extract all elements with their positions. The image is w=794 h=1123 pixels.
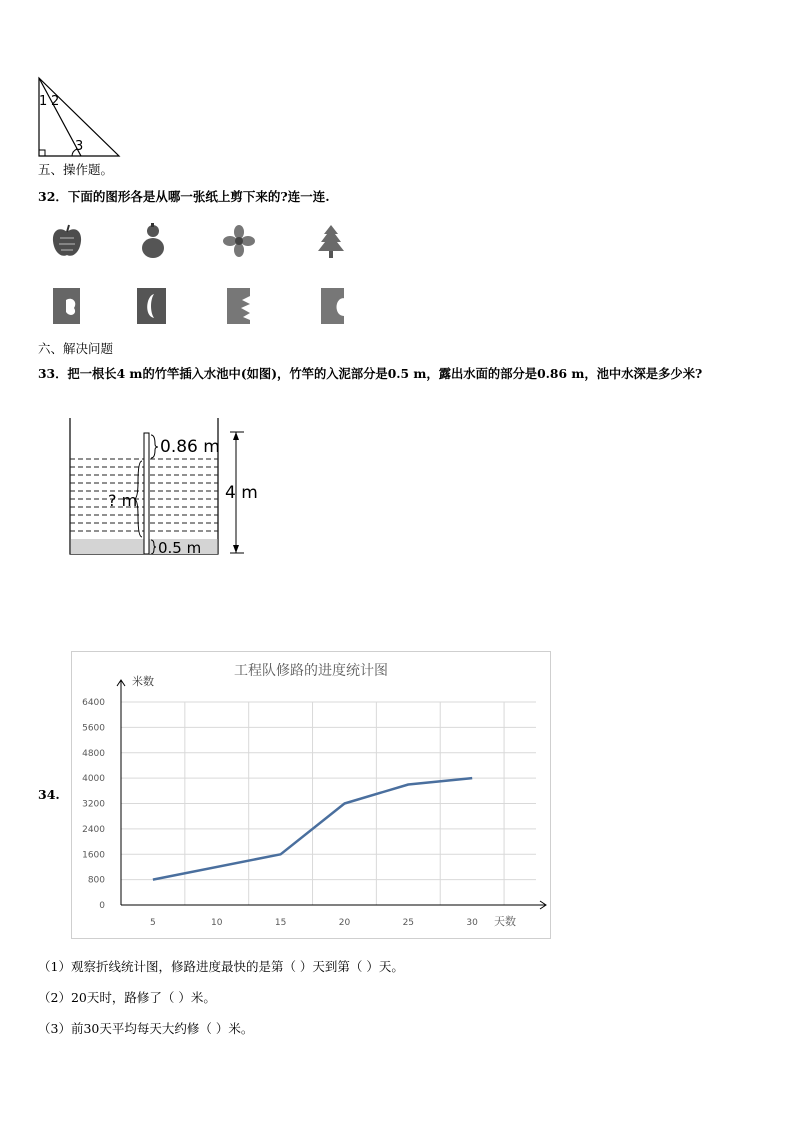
tree-icon [316,224,346,260]
folded-paper-2-icon [136,286,168,326]
folded-paper-3-icon [226,286,252,326]
folded-paper-4-icon [320,286,346,326]
y-tick-label: 800 [87,875,105,886]
flower-icon [222,224,256,258]
pool-diagram [62,414,272,560]
question-33-text: 33．把一根长4 m的竹竿插入水池中(如图)，竹竿的入泥部分是0.5 m，露出水面的部分是0.86 m，池中水深是多少米? [38,366,703,381]
x-tick-label: 10 [211,918,223,928]
y-tick-label: 4800 [82,748,105,759]
section-6-title: 六、解决问题 [38,341,114,356]
x-tick-label: 20 [338,918,351,928]
label-in-mud: 0.5 m [158,539,202,557]
x-tick-label: 15 [274,918,287,928]
apple-icon [50,224,84,260]
angle-2-label: 2 [51,94,60,109]
question-32-text: 32．下面的图形各是从哪一张纸上剪下来的?连一连. [38,189,330,204]
question-34-part-3: （3）前30天平均每天大约修（ ）米。 [38,1021,254,1036]
question-34-number: 34. [38,787,60,802]
x-tick-label: 30 [466,918,478,928]
folded-paper-1-icon [52,286,82,326]
label-total-length: 4 m [225,483,258,503]
chart-title: 工程队修路的进度统计图 [234,663,388,679]
triangle-figure [30,74,125,160]
section-5-title: 五、操作题。 [38,162,114,177]
question-34-part-2: （2）20天时，路修了（ ）米。 [38,990,216,1005]
y-tick-label: 1600 [82,850,105,861]
x-axis-label: 天数 [494,915,516,928]
x-tick-label: 5 [150,918,156,928]
question-34-part-1: （1）观察折线统计图，修路进度最快的是第（ ）天到第（ ）天。 [38,959,404,974]
progress-line-chart [71,651,551,939]
label-above-water: 0.86 m [160,437,220,457]
y-tick-label: 6400 [82,698,105,708]
label-water-depth: ? m [108,491,138,510]
y-tick-label: 2400 [82,824,105,835]
y-tick-label: 0 [99,901,105,911]
x-tick-label: 25 [402,918,415,928]
angle-3-label: 3 [75,139,84,154]
y-tick-label: 4000 [82,774,105,785]
gourd-icon [138,222,168,260]
y-tick-label: 5600 [82,723,105,734]
y-tick-label: 3200 [82,799,105,810]
angle-1-label: 1 [39,94,48,109]
y-axis-label: 米数 [132,675,154,688]
